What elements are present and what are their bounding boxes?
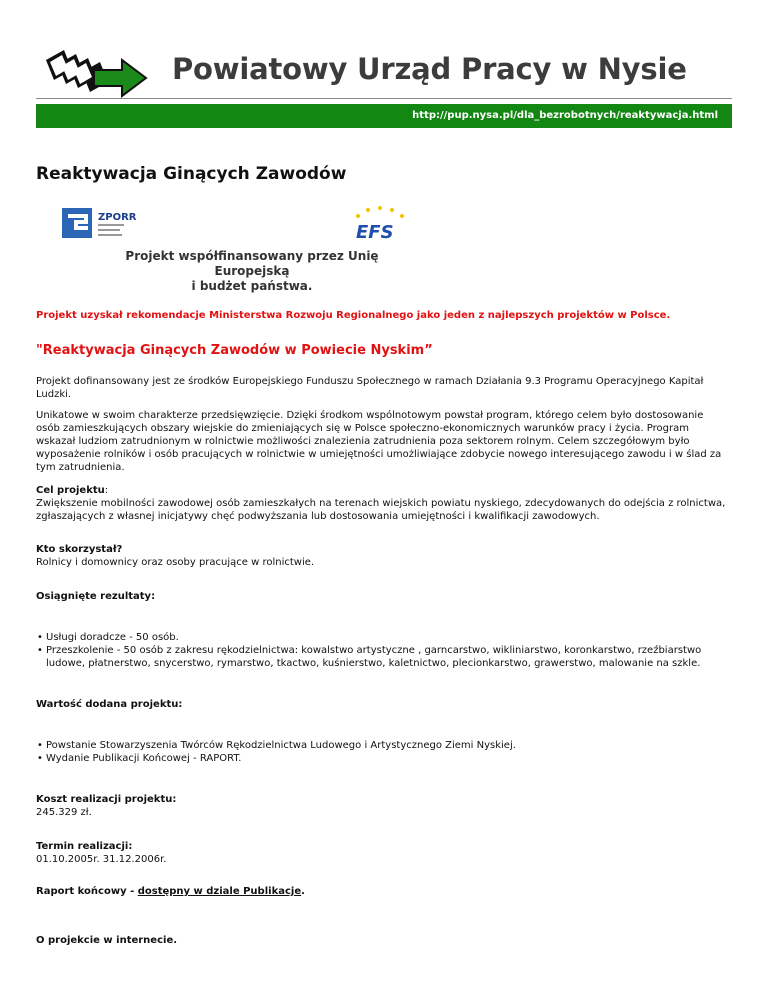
results-list (36, 631, 736, 670)
list-item: • Powstanie Stowarzyszenia Twórców Rękodzielnictwa Ludowego i Artystycznego Ziemi Nyskiej. (46, 739, 736, 752)
goal-section (36, 484, 726, 523)
report-line (36, 885, 726, 898)
goal-label: Cel projektu (36, 485, 105, 496)
intro-paragraph: Projekt dofinansowany jest ze środków Europejskiego Funduszu Społecznego w ramach Działania 9.3 Programu Operacyjnego Kapitał Ludzki. (36, 376, 704, 400)
report-end: . (301, 886, 305, 897)
added-value-list (36, 739, 736, 765)
cost-label: Koszt realizacji projektu: (36, 794, 177, 805)
list-item: • Przeszkolenie - 50 osób z zakresu rękodzielnictwa: kowalstwo artystyczne , garncarstwo, wikliniarstwo, koronkarstwo, rzeźbiarstwo ludowe, płatnerstwo, snycerstwo, rymarstwo, tkactwo, kuśnierstwo, kaletnictwo, plecionkarstwo, grawerstwo, malowanie na szkle. (46, 644, 736, 670)
main-content (36, 164, 732, 946)
pup-logo-icon (36, 42, 158, 100)
online-label: O projekcie w internecie. (36, 935, 178, 946)
cost-value: 245.329 zł. (36, 807, 92, 818)
page-url[interactable]: http://pup.nysa.pl/dla_bezrobotnych/reaktywacja.html (412, 110, 718, 121)
goal-colon: : (104, 485, 109, 496)
goal-text: Zwiększenie mobilności zawodowej osób zamieszkałych na terenach wiejskich powiatu nyskiego, zdecydowanych do odejścia z rolnictwa, zgłaszających z własnej inicjatywy chęć podwyższania lub dostosowania umiejętności i kwalifikacji zawodowych. (36, 498, 726, 522)
term-label: Termin realizacji: (36, 841, 133, 852)
list-item: • Wydanie Publikacji Końcowej - RAPORT. (46, 752, 736, 765)
funding-caption (102, 249, 402, 294)
zporr-logo-icon (60, 204, 150, 248)
list-item: • Usługi doradcze - 50 osób. (46, 631, 736, 644)
report-label: Raport końcowy - (36, 886, 138, 897)
description-paragraph: Unikatowe w swoim charakterze przedsięwzięcie. Dzięki środkom wspólnotowym powstał program, którego celem było dostosowanie osób zamieszkujących obszary wiejskie do zmieniających się w Polsce społeczno-ekonomicznych warunków pracy i życia. Program wskazał ludziom zatrudnionym w rolnictwie możliwości znalezienia zatrudnienia poza sektorem rolnym. Celem szczegółowym było wyposażenie rolników i osób pracujących w rolnictwie w umiejętności umożliwiające zdobycie nowego interesującego zawodu i w ślad za tym zatrudnienia. (36, 410, 722, 473)
header-divider (36, 98, 732, 99)
term-section (36, 840, 726, 866)
added-value-label: Wartość dodana projektu: (36, 699, 183, 710)
efs-logo-icon (344, 204, 414, 248)
url-bar (36, 104, 732, 128)
publications-link[interactable]: dostępny w dziale Publikacje (137, 886, 302, 897)
page-title: Reaktywacja Ginących Zawodów (36, 164, 347, 184)
efs-label: EFS (356, 222, 394, 243)
recommendation-note: Projekt uzyskał rekomendacje Ministerstwa Rozwoju Regionalnego jako jeden z najlepszych projektów w Polsce. (36, 310, 671, 321)
term-value: 01.10.2005r. 31.12.2006r. (36, 854, 167, 865)
page-header (36, 30, 732, 130)
zporr-label: ZPORR (98, 212, 137, 223)
beneficiaries-label: Kto skorzystał? (36, 544, 123, 555)
beneficiaries-section (36, 543, 726, 569)
project-subtitle: "Reaktywacja Ginących Zawodów w Powiecie Nyskim” (36, 343, 433, 358)
funding-banner (54, 204, 404, 293)
site-title: Powiatowy Urząd Pracy w Nysie (172, 52, 687, 86)
funding-caption-line2: i budżet państwa. (191, 279, 313, 293)
cost-section (36, 793, 726, 819)
funding-caption-line1: Projekt współfinansowany przez Unię Europejską (125, 249, 379, 278)
results-label: Osiągnięte rezultaty: (36, 591, 156, 602)
beneficiaries-text: Rolnicy i domownicy oraz osoby pracujące w rolnictwie. (36, 557, 315, 568)
